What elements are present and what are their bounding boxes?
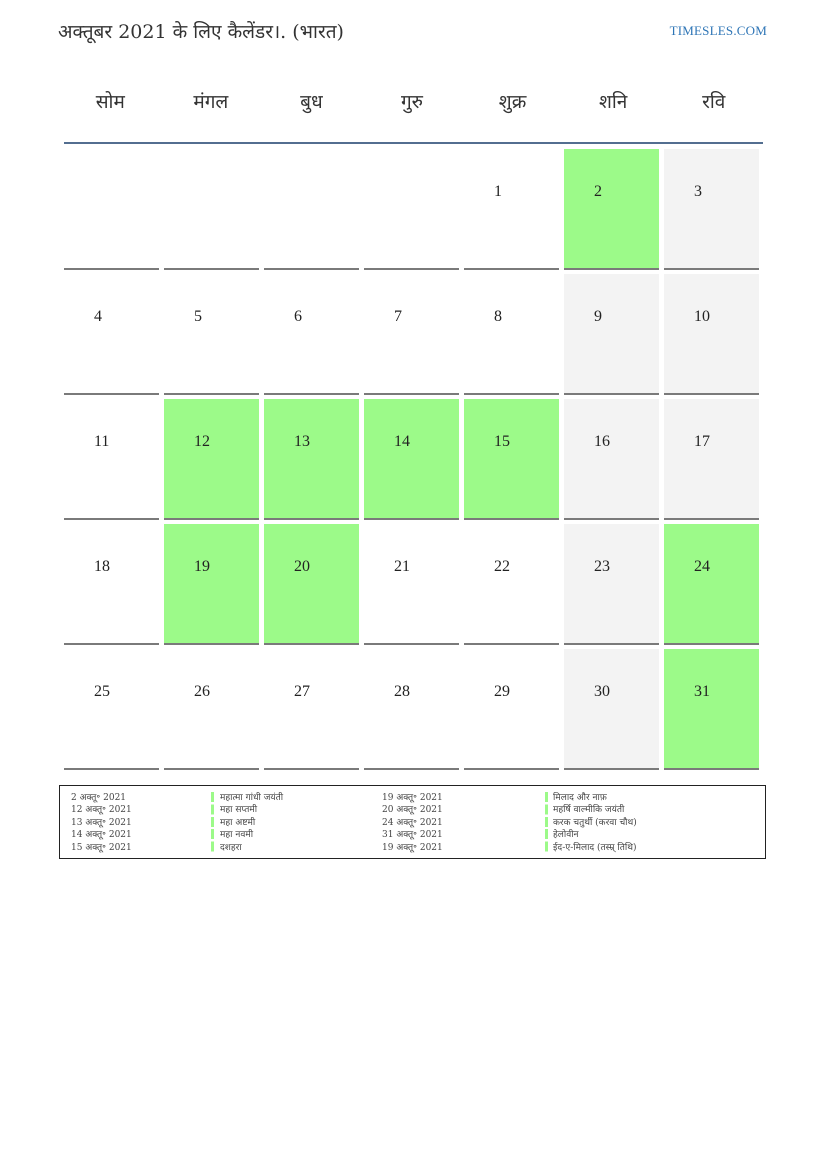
day-number: 23 (594, 558, 610, 575)
day-number: 4 (94, 308, 102, 325)
weekday-sunday: रवि (702, 91, 726, 113)
day-number: 29 (494, 683, 510, 700)
day-cell-9[interactable] (564, 274, 659, 395)
site-brand-link[interactable]: TIMESLES.COM (669, 23, 767, 38)
weekday-thursday: गुरु (400, 91, 424, 113)
holiday-name: करक चतुर्थी (करवा चौथ) (553, 817, 637, 828)
holiday-date: 14 अक्तू॰ 2021 (71, 830, 132, 841)
legend-names-right (553, 792, 637, 854)
day-number: 11 (94, 433, 110, 450)
holiday-name: महात्मा गांधी जयंती (220, 793, 284, 803)
day-cell-1[interactable] (464, 149, 559, 270)
day-number: 18 (94, 558, 110, 575)
day-number: 12 (194, 433, 210, 450)
calendar-grid (64, 149, 764, 770)
day-number: 3 (694, 183, 702, 200)
page-title: अक्तूबर 2021 के लिए कैलेंडर।. (भारत) (58, 21, 344, 43)
weekday-friday: शुक्र (498, 91, 527, 113)
legend-names-left (220, 792, 283, 854)
day-number: 15 (494, 433, 510, 450)
empty-day-cell (64, 149, 159, 270)
day-cell-19[interactable] (164, 524, 259, 645)
day-number: 25 (94, 683, 110, 700)
day-cell-8[interactable] (464, 274, 559, 395)
holiday-name: हेलोवीन (553, 830, 579, 841)
day-number: 27 (294, 683, 310, 700)
day-number: 7 (394, 308, 402, 325)
day-cell-7[interactable] (364, 274, 459, 395)
day-number: 13 (294, 433, 310, 450)
day-cell-26[interactable] (164, 649, 259, 770)
empty-day-cell (364, 149, 459, 270)
day-number: 5 (194, 308, 202, 325)
day-number: 8 (494, 308, 502, 325)
day-cell-23[interactable] (564, 524, 659, 645)
holiday-date: 31 अक्तू॰ 2021 (382, 830, 443, 841)
holiday-date: 20 अक्तू॰ 2021 (382, 805, 443, 816)
day-cell-28[interactable] (364, 649, 459, 770)
holiday-name: ईद-ए-मिलाद (तस्म्र् तिथि) (553, 842, 637, 853)
day-cell-22[interactable] (464, 524, 559, 645)
day-cell-20[interactable] (264, 524, 359, 645)
holiday-name: दशहरा (220, 842, 242, 853)
day-cell-24[interactable] (664, 524, 759, 645)
holiday-date: 19 अक्तू॰ 2021 (382, 793, 443, 803)
day-cell-15[interactable] (464, 399, 559, 520)
weekday-header-row (60, 80, 764, 126)
holiday-name: महर्षि वाल्मीकि जयंती (553, 805, 625, 816)
header-divider (64, 142, 763, 144)
day-cell-18[interactable] (64, 524, 159, 645)
holiday-name: महा अष्टमी (220, 817, 256, 828)
holiday-date: 15 अक्तू॰ 2021 (71, 842, 132, 853)
day-number: 6 (294, 308, 302, 325)
holiday-date: 2 अक्तू॰ 2021 (71, 793, 127, 803)
day-number: 1 (494, 183, 502, 200)
day-cell-4[interactable] (64, 274, 159, 395)
day-cell-14[interactable] (364, 399, 459, 520)
day-cell-2[interactable] (564, 149, 659, 270)
day-cell-25[interactable] (64, 649, 159, 770)
day-cell-27[interactable] (264, 649, 359, 770)
empty-day-cell (264, 149, 359, 270)
day-cell-16[interactable] (564, 399, 659, 520)
day-cell-13[interactable] (264, 399, 359, 520)
holiday-name: महा सप्तमी (220, 805, 258, 816)
holiday-name: मिलाद और नाफ़ (553, 793, 607, 803)
day-number: 26 (194, 683, 210, 700)
holiday-date: 19 अक्तू॰ 2021 (382, 842, 443, 853)
day-number: 17 (694, 433, 710, 450)
day-number: 2 (594, 183, 602, 200)
holiday-date: 24 अक्तू॰ 2021 (382, 817, 443, 828)
day-number: 9 (594, 308, 602, 325)
day-cell-10[interactable] (664, 274, 759, 395)
day-number: 20 (294, 558, 310, 575)
holiday-name: महा नवमी (220, 830, 254, 841)
holiday-legend (59, 785, 766, 859)
weekday-saturday: शनि (598, 91, 628, 113)
holiday-date: 12 अक्तू॰ 2021 (71, 805, 132, 816)
day-number: 21 (394, 558, 410, 575)
legend-dates-left (71, 792, 132, 854)
day-cell-21[interactable] (364, 524, 459, 645)
day-cell-6[interactable] (264, 274, 359, 395)
day-cell-17[interactable] (664, 399, 759, 520)
empty-day-cell (164, 149, 259, 270)
day-cell-29[interactable] (464, 649, 559, 770)
holiday-date: 13 अक्तू॰ 2021 (71, 817, 132, 828)
day-cell-5[interactable] (164, 274, 259, 395)
legend-color-bar-left (211, 792, 214, 854)
day-number: 24 (694, 558, 710, 575)
day-number: 10 (694, 308, 710, 325)
day-cell-30[interactable] (564, 649, 659, 770)
day-number: 22 (494, 558, 510, 575)
day-number: 28 (394, 683, 410, 700)
day-number: 16 (594, 433, 610, 450)
day-cell-11[interactable] (64, 399, 159, 520)
day-number: 31 (694, 683, 710, 700)
day-number: 19 (194, 558, 210, 575)
weekday-tuesday: मंगल (193, 91, 229, 113)
day-cell-31[interactable] (664, 649, 759, 770)
day-cell-12[interactable] (164, 399, 259, 520)
day-number: 30 (594, 683, 610, 700)
legend-color-bar-right (545, 792, 548, 854)
weekday-wednesday: बुध (300, 91, 323, 113)
weekday-monday: सोम (95, 91, 125, 113)
legend-dates-right (382, 792, 443, 854)
day-number: 14 (394, 433, 410, 450)
day-cell-3[interactable] (664, 149, 759, 270)
